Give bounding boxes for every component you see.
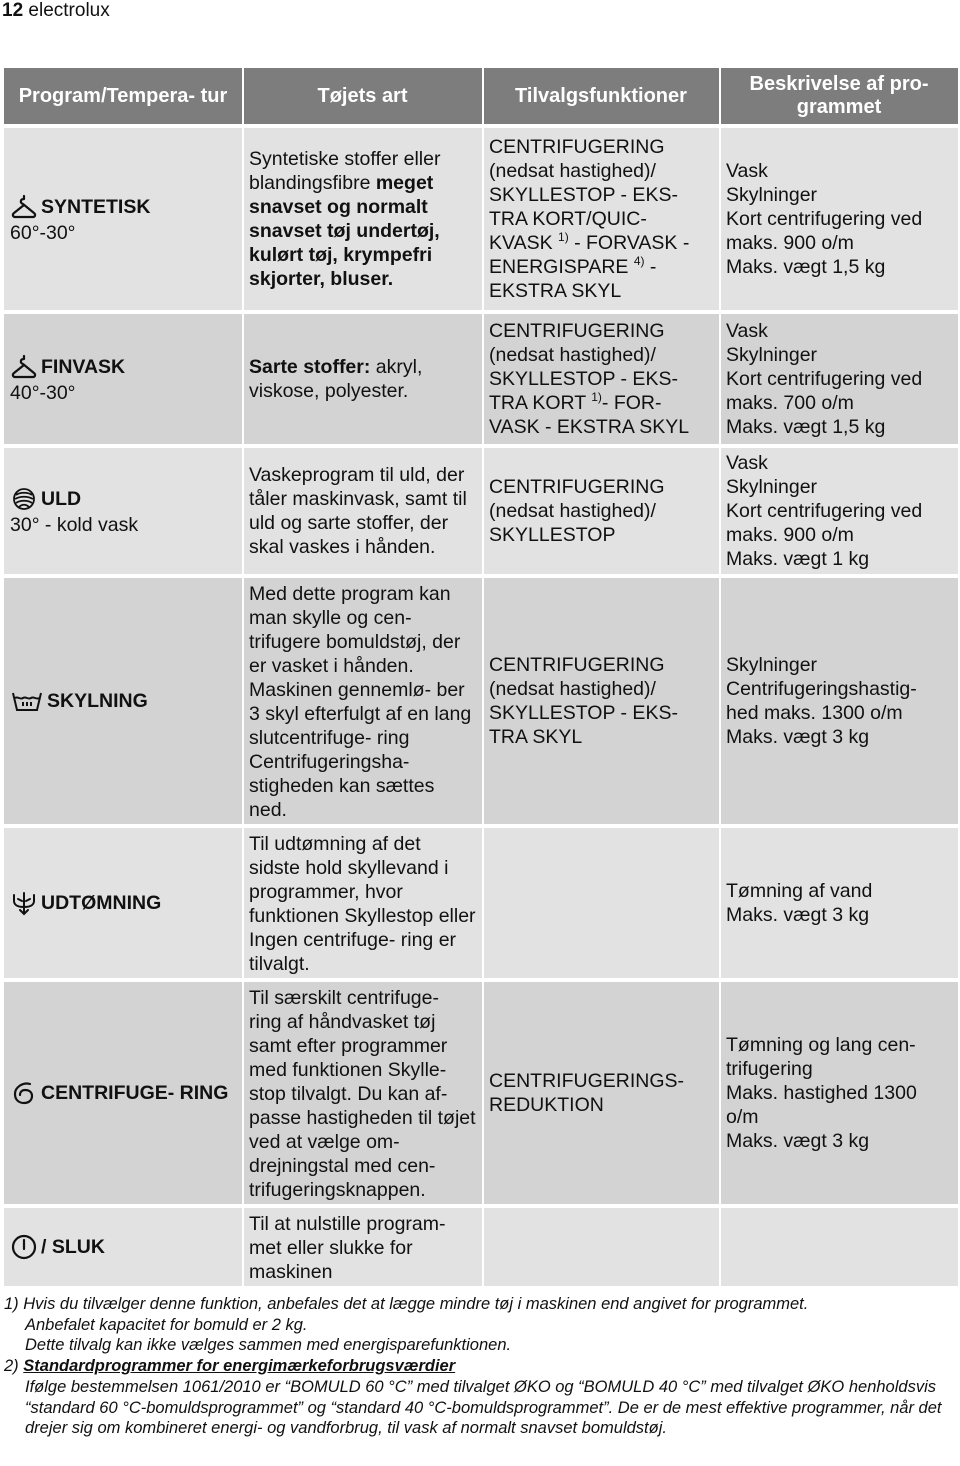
footnotes <box>4 1294 956 1439</box>
spin-icon <box>10 1079 38 1107</box>
footnote-label: 2) <box>4 1357 19 1376</box>
description-cell <box>721 128 958 310</box>
description-cell <box>721 578 958 824</box>
table-row-syntetisk <box>4 128 958 314</box>
options-text: - FORVASK - ENERGISPARE <box>489 232 690 278</box>
options-text: - FOR- VASK - EKSTRA SKYL <box>489 392 690 438</box>
program-cell <box>4 1208 242 1286</box>
desc-line: Kort centrifugering ved maks. 900 o/m <box>726 208 923 254</box>
options-cell <box>484 578 719 824</box>
table-row-uld <box>4 448 958 578</box>
type-text: Til at nulstille program- met eller slukke for maskinen <box>249 1213 446 1283</box>
desc-line: Maks. vægt 3 kg <box>726 726 870 748</box>
desc-line: Kort centrifugering ved maks. 700 o/m <box>726 368 923 414</box>
table-row-sluk <box>4 1208 958 1290</box>
desc-line: Maks. vægt 3 kg <box>726 1130 870 1152</box>
type-text: Vaskeprogram til uld, der tåler maskinvask, samt til uld og sarte stoffer, der skal vaskes i hånden. <box>249 464 467 558</box>
footnote-title: Standardprogrammer for energimærkeforbrugsværdier <box>23 1357 456 1376</box>
type-cell <box>244 314 482 444</box>
description-cell <box>721 982 958 1204</box>
type-cell <box>244 448 482 574</box>
type-text: Til udtømning af det sidste hold skyllevand i programmer, hvor funktionen Skyllestop eller Ingen centrifuge- ring er tilvalgt. <box>249 833 476 975</box>
desc-line: Vask <box>726 320 768 342</box>
type-text-bold: meget snavset og normalt snavset tøj undertøj, kulørt tøj, krympefri skjorter, bluser. <box>249 172 440 290</box>
program-name: SYNTETISK <box>41 196 151 218</box>
program-temperature: 30° - kold vask <box>10 514 139 536</box>
type-text: Med dette program kan man skylle og cen- trifugere bomuldstøj, der er vasket i hånden. Maskinen gennemlø- ber 3 skyl efterfulgt af en lang slutcentrifuge- ring Centrifugeringsha- stigheden kan sættes ned. <box>249 583 472 821</box>
table-row-skylning <box>4 578 958 828</box>
type-cell <box>244 828 482 978</box>
footnote-ref: 1) <box>591 390 602 404</box>
footnote-label: 1) <box>4 1295 19 1313</box>
desc-line: Maks. vægt 1,5 kg <box>726 416 886 438</box>
footnote-ref: 4) <box>633 254 645 268</box>
header-description: Beskrivelse af pro- grammet <box>721 68 958 124</box>
options-text: CENTRIFUGERING (nedsat hastighed)/ SKYLLESTOP - EKS- TRA KORT/QUIC- KVASK <box>489 136 678 254</box>
program-cell <box>4 448 242 574</box>
program-name: ULD <box>41 488 82 510</box>
desc-line: Skylninger <box>726 184 818 206</box>
desc-line: Maks. vægt 3 kg <box>726 904 870 926</box>
program-cell <box>4 578 242 824</box>
page-number: 12 <box>2 0 24 21</box>
type-cell <box>244 1208 482 1286</box>
desc-line: Skylninger <box>726 344 818 366</box>
table-row-centrifugering <box>4 982 958 1208</box>
table-header-row <box>4 68 958 128</box>
footnote-ref: 1) <box>558 230 569 244</box>
program-name: CENTRIFUGE- RING <box>41 1082 229 1104</box>
options-cell <box>484 1208 719 1286</box>
options-text: CENTRIFUGERING (nedsat hastighed)/ SKYLLESTOP <box>489 476 665 546</box>
options-cell <box>484 828 719 978</box>
desc-line: Centrifugeringshastig- hed maks. 1300 o/m <box>726 678 917 724</box>
options-cell <box>484 128 719 310</box>
desc-line: Maks. hastighed 1300 o/m <box>726 1082 917 1128</box>
wool-icon <box>10 485 38 513</box>
program-cell <box>4 314 242 444</box>
description-cell <box>721 448 958 574</box>
header-type: Tøjets art <box>244 68 482 124</box>
table-row-udtomning <box>4 828 958 982</box>
program-cell <box>4 828 242 978</box>
options-text: CENTRIFUGERING (nedsat hastighed)/ SKYLLESTOP - EKS- TRA KORT <box>489 320 678 414</box>
power-icon <box>10 1233 38 1261</box>
type-text-bold: Sarte stoffer: <box>249 356 371 378</box>
drain-icon <box>10 889 38 917</box>
table-row-finvask <box>4 314 958 448</box>
program-table <box>4 68 958 1290</box>
type-cell <box>244 128 482 310</box>
desc-line: Skylninger <box>726 476 818 498</box>
brand-name: electrolux <box>28 0 110 21</box>
program-name: / SLUK <box>41 1236 105 1258</box>
desc-line: Tømning og lang cen- trifugering <box>726 1034 916 1080</box>
footnote-2 <box>4 1356 956 1377</box>
delicate-icon <box>10 353 38 381</box>
footnote-text: Hvis du tilvælger denne funktion, anbefales det at lægge mindre tøj i maskinen end angivet for programmet. <box>23 1295 809 1313</box>
description-cell <box>721 828 958 978</box>
options-cell <box>484 982 719 1204</box>
type-text: akryl, viskose, polyester. <box>249 356 423 402</box>
type-text: Syntetiske stoffer eller blandingsfibre <box>249 148 441 194</box>
options-text: CENTRIFUGERING (nedsat hastighed)/ SKYLLESTOP - EKS- TRA SKYL <box>489 654 678 748</box>
desc-line: Kort centrifugering ved maks. 900 o/m <box>726 500 923 546</box>
desc-line: Maks. vægt 1 kg <box>726 548 870 570</box>
footnote-1 <box>4 1294 956 1315</box>
type-cell <box>244 578 482 824</box>
footnote-line: Dette tilvalg kan ikke vælges sammen med energisparefunktionen. <box>25 1336 512 1355</box>
options-text: - EKSTRA SKYL <box>489 256 657 302</box>
desc-line: Tømning af vand <box>726 880 873 902</box>
rinse-icon <box>10 687 44 715</box>
description-cell <box>721 314 958 444</box>
program-temperature: 60°-30° <box>10 222 76 244</box>
footnote-text: Ifølge bestemmelsen 1061/2010 er “BOMULD 60 °C” med tilvalget ØKO og “BOMULD 40 °C” med tilvalget ØKO henholdsvis “standard 60 °C-bomuldsprogrammet” og “standard 40 °C-bomuldsprogrammet”. De er de mest effektive programmer, når det drejer sig om kombineret energi- og vandforbrug, til vask af normalt snavset bomuldstøj. <box>25 1377 942 1438</box>
desc-line: Vask <box>726 160 768 182</box>
options-text: CENTRIFUGERINGS- REDUKTION <box>489 1070 684 1116</box>
footnote-line: Anbefalet kapacitet for bomuld er 2 kg. <box>25 1315 308 1334</box>
desc-line: Vask <box>726 452 768 474</box>
header-options: Tilvalgsfunktioner <box>484 68 719 124</box>
program-cell <box>4 128 242 310</box>
program-temperature: 40°-30° <box>10 382 76 404</box>
desc-line: Maks. vægt 1,5 kg <box>726 256 886 278</box>
type-text: Til særskilt centrifuge- ring af håndvasket tøj samt efter programmer med funktionen Skylle- stop tilvalgt. Du kan af- passe hastigheden til tøjet ved at vælge om- drejningstal med cen- trifugeringsknappen. <box>249 987 476 1201</box>
header-program: Program/Tempera- tur <box>4 68 242 124</box>
program-name: SKYLNING <box>47 690 148 712</box>
options-cell <box>484 448 719 574</box>
program-name: FINVASK <box>41 356 126 378</box>
synthetic-icon <box>10 193 38 221</box>
program-name: UDTØMNING <box>41 892 162 914</box>
desc-line: Skylninger <box>726 654 818 676</box>
description-cell <box>721 1208 958 1286</box>
type-cell <box>244 982 482 1204</box>
options-cell <box>484 314 719 444</box>
page-header <box>2 0 110 24</box>
program-cell <box>4 982 242 1204</box>
